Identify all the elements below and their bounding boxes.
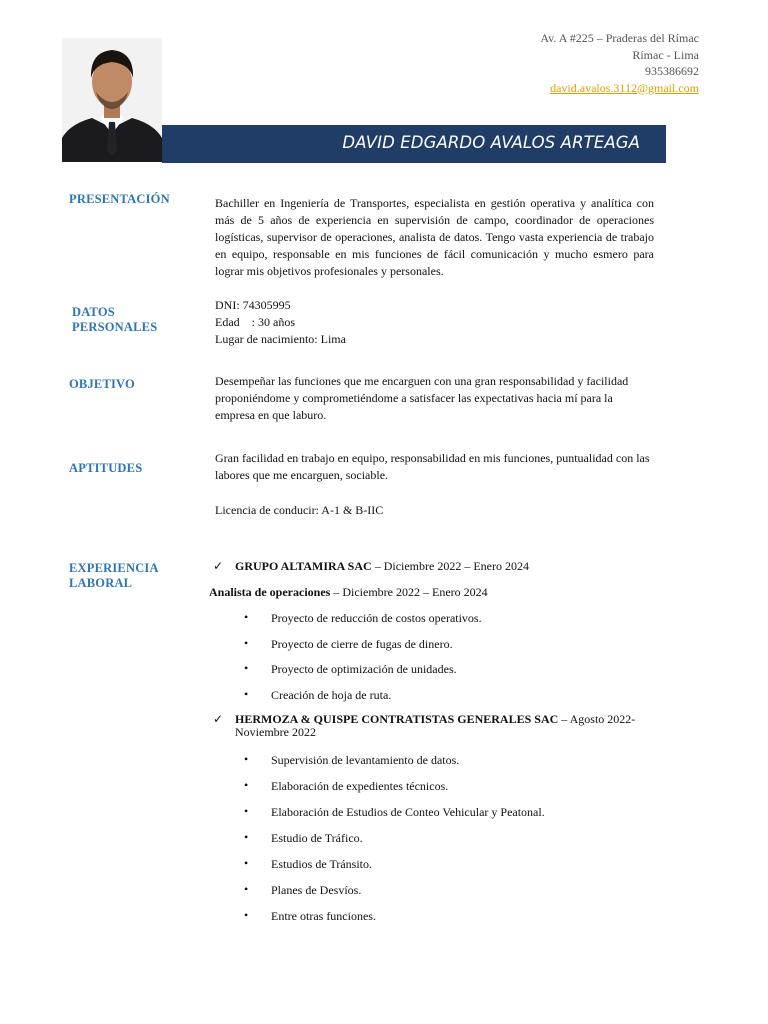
bullet-icon: •	[244, 778, 249, 792]
objetivo-text: Desempeñar las funciones que me encarguen con una gran responsabilidad y facilidad proponiéndome y comprometiéndome a satisfacer las expectativas hacia mí para la empresa en que laburo.	[215, 374, 629, 422]
bullet-icon: •	[244, 908, 249, 922]
job-entry-2	[215, 713, 655, 739]
bullet-icon: •	[244, 856, 249, 870]
bullet-icon: •	[244, 661, 249, 675]
role-dates: – Diciembre 2022 – Enero 2024	[330, 585, 488, 599]
contact-info	[540, 30, 699, 96]
role-title: Analista de operaciones	[209, 585, 331, 599]
address: Av. A #225 – Praderas del Rímac	[540, 31, 699, 45]
list-item-text: Planes de Desvíos.	[271, 883, 362, 897]
job-company: HERMOZA & QUISPE CONTRATISTAS GENERALES SAC	[235, 712, 559, 726]
bullet-icon: •	[244, 882, 249, 896]
section-label-objetivo: OBJETIVO	[69, 377, 135, 391]
phone: 935386692	[645, 64, 699, 78]
section-label-experiencia-line2: LABORAL	[69, 576, 133, 590]
job-role	[209, 585, 488, 599]
edad: Edad : 30 años	[215, 315, 295, 329]
city: Rímac - Lima	[632, 47, 699, 62]
job-entry-1	[215, 560, 655, 573]
section-label-experiencia	[69, 561, 159, 591]
profile-photo	[62, 38, 162, 162]
bullet-icon: •	[244, 804, 249, 818]
list-item-text: Creación de hoja de ruta.	[271, 688, 392, 702]
list-item-text: Proyecto de cierre de fugas de dinero.	[271, 637, 453, 651]
job-company: GRUPO ALTAMIRA SAC	[235, 559, 372, 573]
licencia-text: Licencia de conducir: A-1 & B-IIC	[215, 503, 384, 517]
list-item-text: Proyecto de optimización de unidades.	[271, 662, 457, 676]
name-banner	[162, 125, 666, 163]
bullet-icon: •	[244, 752, 249, 766]
datos-personales	[215, 297, 654, 348]
list-item-text: Estudios de Tránsito.	[271, 857, 373, 871]
checkmark-icon: ✓	[213, 712, 224, 726]
aptitudes-text: Gran facilidad en trabajo en equipo, responsabilidad en mis funciones, puntualidad con las labores que me encarguen, sociable.	[215, 451, 650, 482]
section-label-aptitudes: APTITUDES	[69, 461, 143, 475]
section-label-datos-line1: DATOS	[72, 305, 115, 319]
list-item-text: Entre otras funciones.	[271, 909, 376, 923]
dni: DNI: 74305995	[215, 298, 291, 312]
presentacion-text: Bachiller en Ingeniería de Transportes, especialista en gestión operativa y analítica con más de 5 años de experiencia en supervisión de campo, coordinador de operaciones logísticas, supervisor de operaciones, analista de datos. Tengo vasta experiencia de trabajo en equipo, responsable en mis funciones de fácil comunicación y mucho esmero para lograr mis objetivos profesionales y personales.	[215, 196, 654, 278]
full-name: DAVID EDGARDO AVALOS ARTEAGA	[342, 133, 640, 152]
section-label-datos-line2: PERSONALES	[72, 320, 158, 334]
job-dates: – Agosto 2022- Noviembre 2022	[235, 712, 636, 739]
section-label-datos	[72, 305, 157, 335]
list-item-text: Proyecto de reducción de costos operativos.	[271, 611, 482, 625]
bullet-icon: •	[244, 687, 249, 701]
list-item-text: Elaboración de Estudios de Conteo Vehicular y Peatonal.	[271, 805, 545, 819]
section-label-experiencia-line1: EXPERIENCIA	[69, 561, 159, 575]
list-item-text: Elaboración de expedientes técnicos.	[271, 779, 449, 793]
list-item-text: Supervisión de levantamiento de datos.	[271, 753, 460, 767]
bullet-icon: •	[244, 636, 249, 650]
person-portrait-icon	[62, 38, 162, 162]
bullet-icon: •	[244, 610, 249, 624]
bullet-icon: •	[244, 830, 249, 844]
list-item-text: Estudio de Tráfico.	[271, 831, 363, 845]
email-link[interactable]: david.avalos.3112@gmail.com	[550, 80, 699, 95]
checkmark-icon: ✓	[213, 559, 224, 573]
section-label-presentacion: PRESENTACIÓN	[69, 192, 170, 206]
job-dates: – Diciembre 2022 – Enero 2024	[371, 559, 529, 573]
lugar-nacimiento: Lugar de nacimiento: Lima	[215, 332, 346, 346]
